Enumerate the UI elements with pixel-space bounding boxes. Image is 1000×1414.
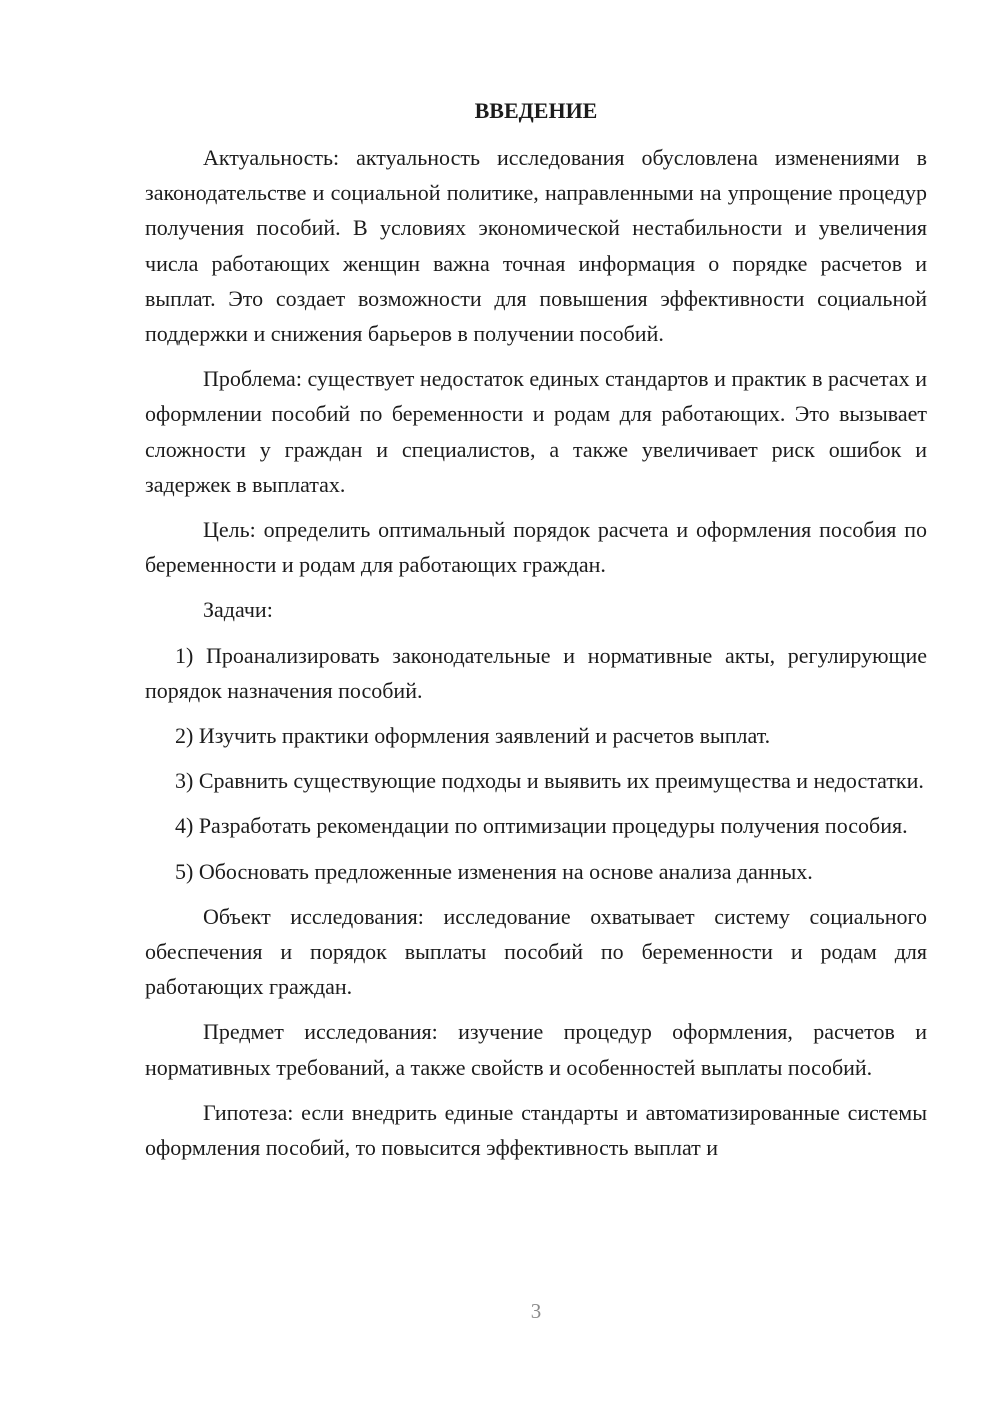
paragraph-subject: Предмет исследования: изучение процедур оформления, расчетов и нормативных требований, а также свойств и особенностей выплаты пособий. <box>145 1019 927 1080</box>
paragraph-relevance: Актуальность: актуальность исследования обусловлена изменениями в законодательстве и социальной политике, направленными на упрощение процедур получения пособий. В условиях экономической нестабильности и увеличения числа работающих женщин важна точная информация о порядке расчетов и выплат. Это создает возможности для повышения эффективности социальной поддержки и снижения барьеров в получении пособий. <box>145 145 927 347</box>
task-item-5: 5) Обосновать предложенные изменения на основе анализа данных. <box>175 858 813 884</box>
paragraph-hypothesis: Гипотеза: если внедрить единые стандарты и автоматизированные системы оформления пособий, то повысится эффективность выплат и <box>145 1099 927 1161</box>
document-body <box>145 140 927 1165</box>
page-number: 3 <box>530 1299 542 1323</box>
paragraph-problem: Проблема: существует недостаток единых стандартов и практик в расчетах и оформлении пособий по беременности и родам для работающих. Это вызывает сложности у граждан и специалистов, а также увеличивает риск ошибок и задержек в выплатах. <box>145 366 927 497</box>
paragraph-goal: Цель: определить оптимальный порядок расчета и оформления пособия по беременности и родам для работающих граждан. <box>145 517 927 578</box>
paragraph-object: Объект исследования: исследование охватывает систему социального обеспечения и порядок выплаты пособий по беременности и родам для работающих граждан. <box>145 903 927 1000</box>
task-item-3: 3) Сравнить существующие подходы и выявить их преимущества и недостатки. <box>175 768 924 794</box>
task-item-2: 2) Изучить практики оформления заявлений и расчетов выплат. <box>175 723 771 749</box>
section-title: ВВЕДЕНИЕ <box>474 98 598 123</box>
task-item-4: 4) Разработать рекомендации по оптимизации процедуры получения пособия. <box>175 813 908 839</box>
paragraph-tasks-heading: Задачи: <box>203 597 273 623</box>
task-item-1: 1) Проанализировать законодательные и нормативные акты, регулирующие порядок назначения пособий. <box>145 642 927 703</box>
